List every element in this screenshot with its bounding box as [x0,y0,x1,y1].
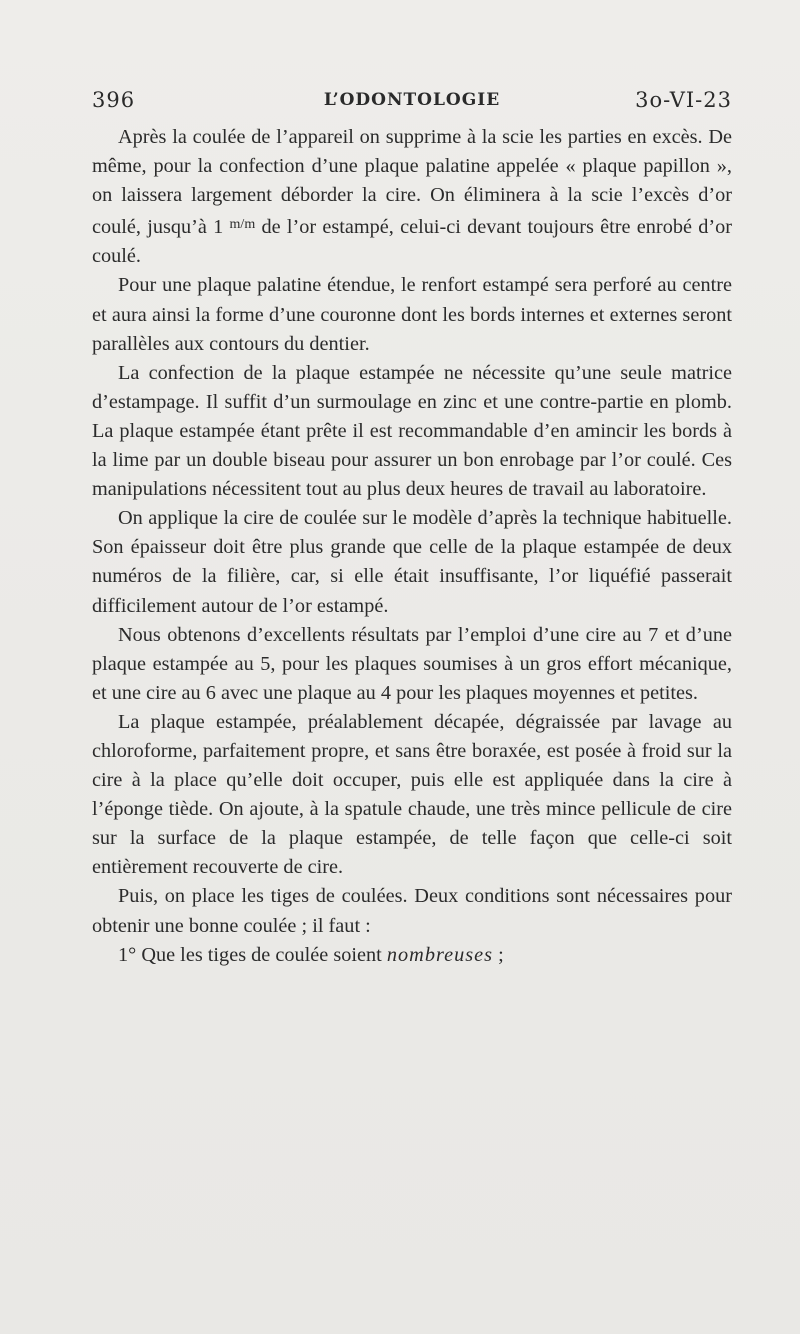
emphasis-nombreuses: nombreuses [386,943,494,966]
paragraph-6: La plaque estampée, préalablement décapée, dégraissée par lavage au chloroforme, parfaitement propre, et sans être boraxée, est posée à froid sur la cire à la place qu’elle doit occuper, puis elle est appliquée dans la cire à l’éponge tiède. On ajoute, à la spatule chaude, une très mince pellicule de cire sur la surface de la plaque estampée, de telle façon que celle-ci soit entièrement recouverte de cire. [92,710,732,879]
paragraph-1-text-a: Après la coulée de l’appareil on supprime à la scie les parties en excès. De même, pour la confection d’une plaque palatine appelée « plaque papillon », on laissera largement déborder la cire. On éliminera à la scie l’excès d’or coulé, jusqu’à 1 [92,126,732,239]
paragraph-8 [92,941,732,970]
paragraph-7: Puis, on place les tiges de coulées. Deux conditions sont nécessaires pour obtenir une bonne coulée ; il faut : [92,885,732,937]
paragraph-1 [92,123,732,271]
body-text [92,123,732,970]
issue-date: 3o-VI-23 [635,88,732,112]
paragraph-4: On applique la cire de coulée sur le modèle d’après la technique habituelle. Son épaisseur doit être plus grande que celle de la plaque estampée de deux numéros de la filière, car, si elle était insuffisante, l’or liquéfié passerait difficilement autour de l’or estampé. [92,507,732,617]
page-number: 396 [92,88,136,112]
paragraph-5: Nous obtenons d’excellents résultats par l’emploi d’une cire au 7 et d’une plaque estampée au 5, pour les plaques soumises à un gros effort mécanique, et une cire au 6 avec une plaque au 4 pour les plaques moyennes et petites. [92,623,732,704]
running-title: L’ODONTOLOGIE [323,90,501,110]
paragraph-2: Pour une plaque palatine étendue, le renfort estampé sera perforé au centre et aura ainsi la forme d’une couronne dont les bords internes et externes seront parallèles aux contours du dentier. [92,274,732,355]
paragraph-3: La confection de la plaque estampée ne nécessite qu’une seule matrice d’estampage. Il suffit d’un surmoulage en zinc et une contre-partie en plomb. La plaque estampée étant prête il est recommandable d’en amincir les bords à la lime par un double biseau pour assurer un bon enrobage par l’or coulé. Ces manipulations nécessitent tout au plus deux heures de travail au laboratoire. [92,361,732,501]
page-header [92,88,732,118]
millimeter-unit: m/m [229,217,256,233]
paragraph-8-lead: 1° Que les tiges de coulée soient [118,943,387,966]
paragraph-1-text-b: de l’or estampé, celui-ci devant toujours être enrobé d’or coulé. [92,216,732,268]
paragraph-8-tail: ; [493,943,504,966]
